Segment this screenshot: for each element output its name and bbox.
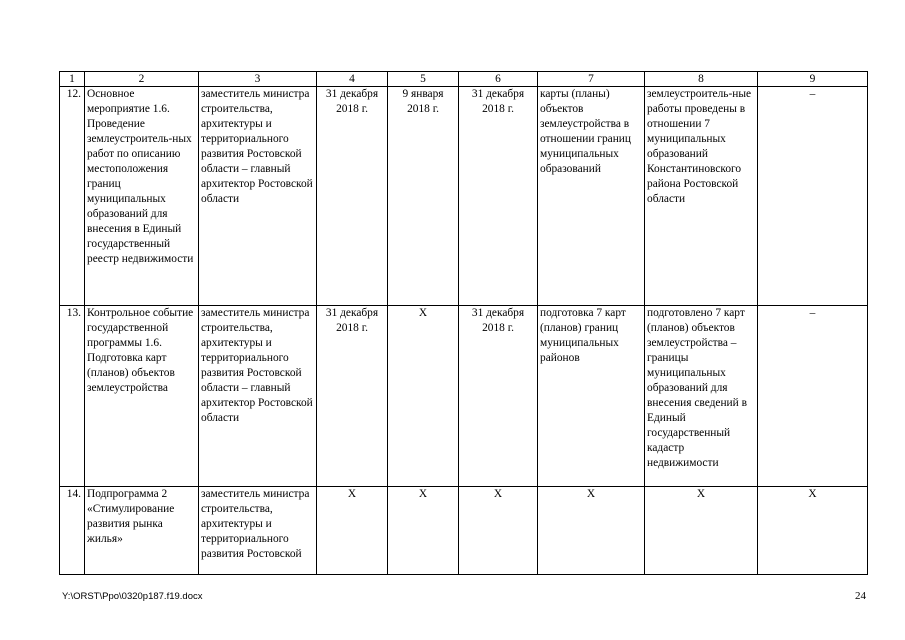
row-number: 13. (60, 306, 85, 487)
cell-col9: – (758, 87, 868, 306)
row-number: 12. (60, 87, 85, 306)
cell-col5: X (388, 487, 459, 575)
measures-table (59, 71, 868, 575)
measure-name: Контрольное событие государственной программы 1.6. Подготовка карт (планов) объектов землеустройства (85, 306, 199, 487)
column-header: 4 (317, 72, 388, 87)
executor: заместитель министра строительства, архитектуры и территориального развития Ростовской области – главный архитектор Ростовской области (199, 306, 317, 487)
column-header: 1 (60, 72, 85, 87)
cell-col6: X (459, 487, 538, 575)
row-number: 14. (60, 487, 85, 575)
cell-col8: землеустроитель-ные работы проведены в отношении 7 муниципальных образований Константиновского района Ростовской области (645, 87, 758, 306)
cell-col7: X (538, 487, 645, 575)
cell-col9: X (758, 487, 868, 575)
cell-col8: подготовлено 7 карт (планов) объектов землеустройства – границы муниципальных образований для внесения сведений в Единый государственный кадастр недвижимости (645, 306, 758, 487)
table-row (60, 487, 868, 575)
cell-col7: карты (планы) объектов землеустройства в отношении границ муниципальных образований (538, 87, 645, 306)
column-header: 8 (645, 72, 758, 87)
column-header: 2 (85, 72, 199, 87)
cell-col5: X (388, 306, 459, 487)
cell-col7: подготовка 7 карт (планов) границ муниципальных районов (538, 306, 645, 487)
cell-col9: – (758, 306, 868, 487)
column-header: 6 (459, 72, 538, 87)
executor: заместитель министра строительства, архитектуры и территориального развития Ростовской (199, 487, 317, 575)
column-header: 9 (758, 72, 868, 87)
page-number: 24 (855, 590, 866, 602)
cell-col8: X (645, 487, 758, 575)
table-row (60, 306, 868, 487)
file-path-footer: Y:\ORST\Ppo\0320p187.f19.docx (62, 591, 203, 602)
cell-col6: 31 декабря 2018 г. (459, 87, 538, 306)
column-header: 5 (388, 72, 459, 87)
table-row (60, 87, 868, 306)
measure-name: Подпрограмма 2 «Стимулирование развития рынка жилья» (85, 487, 199, 575)
cell-col5: 9 января 2018 г. (388, 87, 459, 306)
column-header: 3 (199, 72, 317, 87)
executor: заместитель министра строительства, архитектуры и территориального развития Ростовской области – главный архитектор Ростовской области (199, 87, 317, 306)
cell-col4: X (317, 487, 388, 575)
cell-col6: 31 декабря 2018 г. (459, 306, 538, 487)
cell-col4: 31 декабря 2018 г. (317, 87, 388, 306)
table-header-row (60, 72, 868, 87)
cell-col4: 31 декабря 2018 г. (317, 306, 388, 487)
column-header: 7 (538, 72, 645, 87)
measure-name: Основное мероприятие 1.6. Проведение землеустроитель-ных работ по описанию местоположения границ муниципальных образований для внесения в Единый государственный реестр недвижимости (85, 87, 199, 306)
